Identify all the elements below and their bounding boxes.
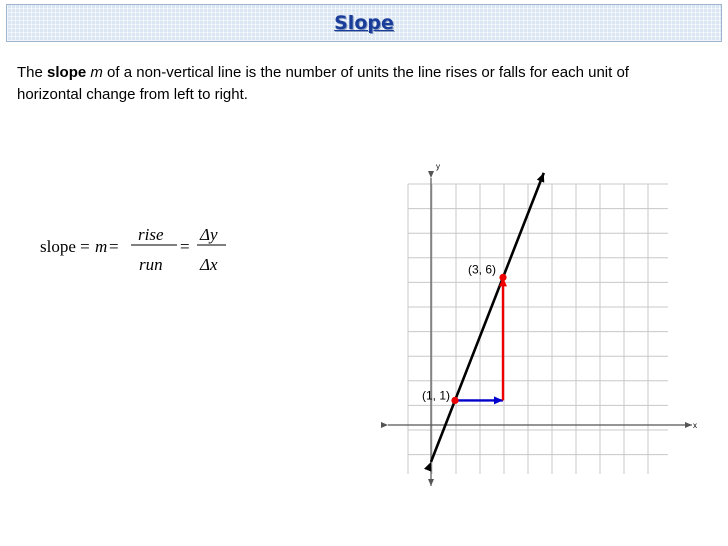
y-axis-label: y <box>436 162 440 171</box>
formula-lhs: slope = <box>40 237 90 256</box>
graph-axes <box>388 162 697 486</box>
sloped-line <box>431 173 544 462</box>
graph-grid <box>408 184 668 474</box>
definition-suffix: of a non-vertical line is the number of units the line rises or falls for each unit of horizontal change from left to right. <box>17 64 629 103</box>
definition-prefix: The <box>17 64 48 81</box>
point-2-dot <box>499 274 506 281</box>
definition-keyword: slope <box>47 64 87 81</box>
formula-delta-x: Δx <box>200 255 218 274</box>
point-1-label: (1, 1) <box>421 388 450 403</box>
point-2-label: (3, 6) <box>467 262 496 277</box>
formula-eq2: = <box>180 237 190 256</box>
point-1-dot <box>451 397 458 404</box>
formula-m: m <box>95 237 108 256</box>
x-axis-label: x <box>693 421 697 430</box>
formula-eq1: = <box>109 237 119 256</box>
formula-rise: rise <box>138 225 164 244</box>
definition-variable: m <box>90 64 103 81</box>
formula-delta-y: Δy <box>200 225 218 244</box>
page-title: Slope <box>334 12 394 34</box>
formula-run: run <box>139 255 163 274</box>
